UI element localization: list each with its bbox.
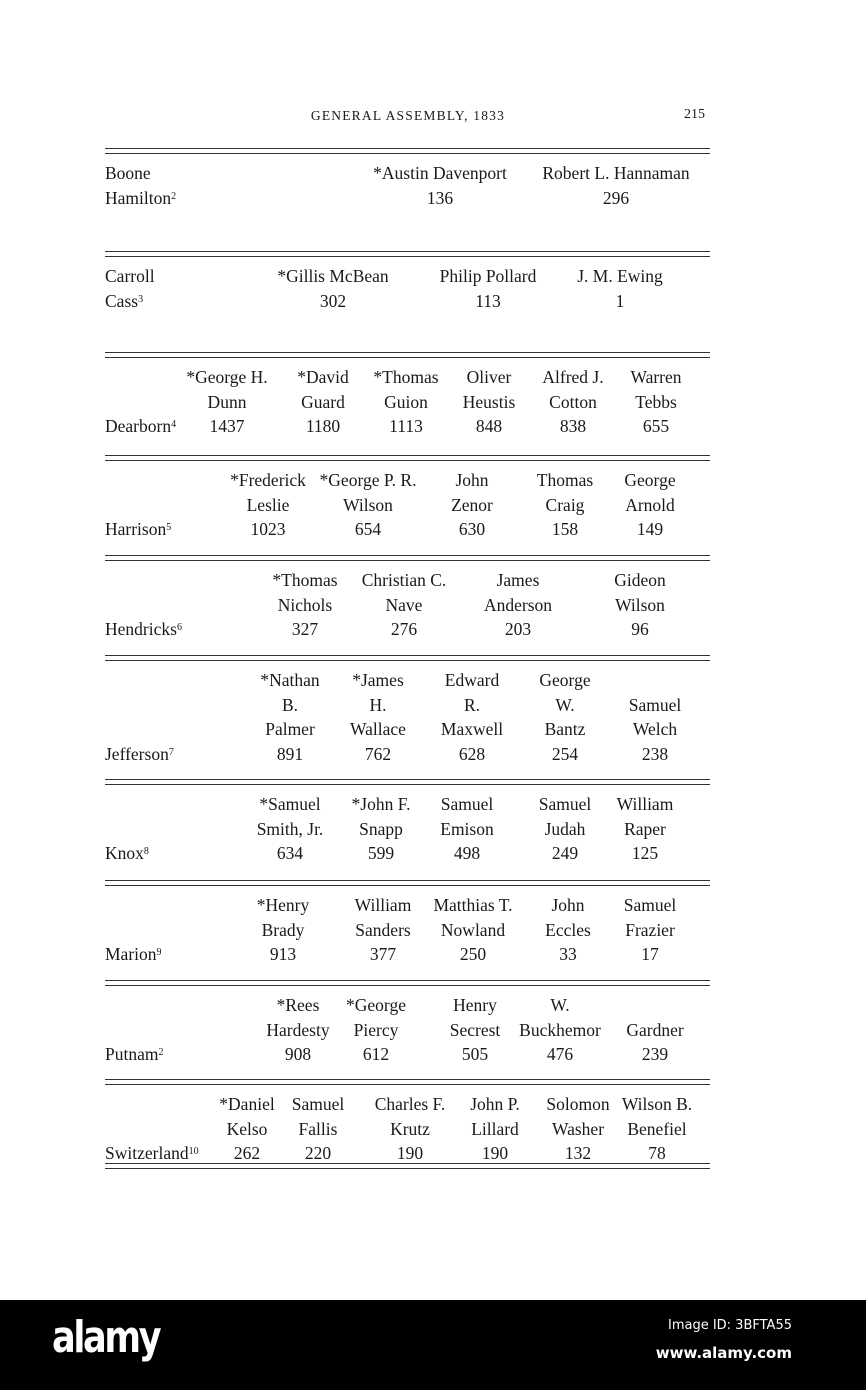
candidate-name: Krutz — [390, 1118, 430, 1139]
county-label: Marion$^9$ — [105, 944, 162, 965]
vote-count: 891 — [276, 743, 304, 764]
footnote-ref: 10 — [188, 1146, 199, 1158]
candidate-name: Matthias T. — [433, 895, 513, 915]
candidate-name: Wallace — [350, 719, 406, 740]
double-rule — [105, 880, 710, 886]
candidate-name: Nave — [385, 594, 423, 615]
candidate-name: Gideon — [614, 570, 666, 590]
double-rule — [105, 251, 710, 257]
candidate-name: William — [354, 895, 412, 915]
candidate-name: *Samuel — [259, 794, 321, 814]
candidate-name: B. — [281, 694, 299, 715]
candidate-name: Christian C. — [361, 570, 447, 590]
candidate-name: *Nathan — [260, 670, 320, 690]
vote-count: 476 — [546, 1044, 574, 1065]
vote-count: 908 — [284, 1044, 312, 1065]
candidate-name: Raper — [624, 818, 666, 839]
vote-count: 327 — [291, 619, 319, 640]
county-label: Cass$^3$ — [105, 290, 144, 311]
footnote-ref: 2 — [158, 1047, 164, 1059]
candidate-name: Cotton — [549, 391, 597, 412]
candidate-name: *Gillis McBean — [277, 266, 389, 286]
vote-count: 1437 — [209, 416, 245, 437]
candidate-name: Tebbs — [635, 391, 677, 412]
vote-count: 249 — [551, 843, 579, 864]
candidate-name: Alfred J. — [542, 367, 604, 387]
double-rule — [105, 555, 710, 561]
candidate-name: Robert L. Hannaman — [542, 163, 690, 183]
county-label: Putnam$^2$ — [105, 1044, 164, 1065]
candidate-name: W. — [550, 995, 570, 1015]
candidate-name: Edward — [444, 670, 500, 690]
candidate-name: Smith, Jr. — [256, 818, 324, 839]
double-rule — [105, 455, 710, 461]
vote-count: 125 — [631, 843, 659, 864]
vote-count: 262 — [233, 1143, 261, 1164]
candidate-name: Anderson — [483, 594, 553, 615]
county-label: Boone — [105, 163, 151, 183]
candidate-name: Emison — [440, 818, 494, 839]
vote-count: 505 — [461, 1044, 489, 1065]
footnote-ref: 9 — [156, 947, 162, 959]
vote-count: 17 — [641, 944, 659, 965]
running-header: GENERAL ASSEMBLY, 1833 — [310, 108, 506, 123]
candidate-name: Fallis — [298, 1118, 338, 1139]
candidate-name: Arnold — [625, 494, 675, 515]
vote-count: 136 — [426, 187, 454, 208]
candidate-name: *James — [352, 670, 404, 690]
candidate-name: Henry — [453, 995, 497, 1015]
candidate-name: Guion — [384, 391, 428, 412]
vote-count: 1 — [615, 290, 625, 311]
county-label: Harrison$^5$ — [105, 519, 172, 540]
candidate-name: R. — [463, 694, 481, 715]
candidate-name: H. — [369, 694, 387, 715]
image-id: Image ID: 3BFTA55 — [667, 1318, 792, 1333]
candidate-name: J. M. Ewing — [577, 266, 663, 286]
vote-count: 96 — [631, 619, 649, 640]
candidate-name: Frazier — [625, 919, 675, 940]
candidate-name: Piercy — [353, 1019, 399, 1040]
candidate-name: James — [496, 570, 540, 590]
candidate-name: Buckhemor — [519, 1019, 601, 1040]
county-label: Knox$^8$ — [105, 843, 149, 864]
candidate-name: Wilson B. — [621, 1094, 693, 1114]
candidate-name: Oliver — [466, 367, 512, 387]
vote-count: 634 — [276, 843, 304, 864]
candidate-name: John P. — [470, 1094, 520, 1114]
candidate-name: Wilson — [343, 494, 393, 515]
candidate-name: Washer — [551, 1118, 605, 1139]
candidate-name: Gardner — [626, 1019, 684, 1040]
double-rule — [105, 980, 710, 986]
double-rule — [105, 1079, 710, 1085]
candidate-name: George — [624, 470, 676, 490]
candidate-name: Leslie — [246, 494, 290, 515]
site-url: www.alamy.com — [655, 1344, 792, 1362]
candidate-name: George — [539, 670, 591, 690]
vote-count: 630 — [458, 519, 486, 540]
candidate-name: Sanders — [355, 919, 411, 940]
vote-count: 149 — [636, 519, 664, 540]
candidate-name: Eccles — [545, 919, 591, 940]
candidate-name: *Austin Davenport — [373, 163, 507, 183]
candidate-name: W. — [555, 694, 575, 715]
candidate-name: *Rees — [276, 995, 320, 1015]
candidate-name: Solomon — [546, 1094, 610, 1114]
vote-count: 33 — [559, 944, 577, 965]
footnote-ref: 2 — [171, 190, 177, 202]
double-rule — [105, 655, 710, 661]
candidate-name: Benefiel — [627, 1118, 687, 1139]
candidate-name: Samuel — [440, 794, 494, 814]
footnote-ref: 6 — [176, 622, 182, 634]
candidate-name: Bantz — [544, 719, 586, 740]
candidate-name: *Daniel — [219, 1094, 275, 1114]
candidate-name: Palmer — [265, 719, 315, 740]
candidate-name: Maxwell — [440, 719, 504, 740]
candidate-name: William — [616, 794, 674, 814]
vote-count: 190 — [481, 1143, 509, 1164]
county-label: Hamilton$^2$ — [105, 187, 177, 208]
county-label: Dearborn$^4$ — [105, 416, 177, 437]
candidate-name: Philip Pollard — [439, 266, 537, 286]
candidate-name: Samuel — [628, 694, 682, 715]
candidate-name: Judah — [544, 818, 586, 839]
vote-count: 1180 — [305, 416, 341, 437]
double-rule — [105, 148, 710, 154]
vote-count: 762 — [364, 743, 392, 764]
candidate-name: Wilson — [615, 594, 665, 615]
vote-count: 599 — [367, 843, 395, 864]
vote-count: 220 — [304, 1143, 332, 1164]
vote-count: 203 — [504, 619, 532, 640]
candidate-name: Samuel — [291, 1094, 345, 1114]
vote-count: 377 — [369, 944, 397, 965]
candidate-name: *Henry — [256, 895, 310, 915]
county-label: Hendricks$^6$ — [105, 619, 182, 640]
candidate-name: *George H. — [186, 367, 268, 387]
vote-count: 254 — [551, 743, 579, 764]
candidate-name: Samuel — [538, 794, 592, 814]
vote-count: 238 — [641, 743, 669, 764]
candidate-name: Guard — [301, 391, 345, 412]
vote-count: 1023 — [250, 519, 286, 540]
candidate-name: *George — [346, 995, 406, 1015]
candidate-name: Kelso — [226, 1118, 268, 1139]
vote-count: 302 — [319, 290, 347, 311]
vote-count: 848 — [475, 416, 503, 437]
vote-count: 239 — [641, 1044, 669, 1065]
vote-count: 654 — [354, 519, 382, 540]
vote-count: 190 — [396, 1143, 424, 1164]
vote-count: 113 — [475, 290, 501, 311]
footnote-ref: 4 — [171, 419, 177, 431]
footnote-ref: 8 — [143, 846, 149, 858]
candidate-name: Secrest — [449, 1019, 501, 1040]
candidate-name: Brady — [261, 919, 305, 940]
vote-count: 612 — [362, 1044, 390, 1065]
footnote-ref: 5 — [166, 522, 172, 534]
candidate-name: Samuel — [623, 895, 677, 915]
candidate-name: Zenor — [451, 494, 493, 515]
candidate-name: Craig — [545, 494, 585, 515]
vote-count: 296 — [602, 187, 630, 208]
candidate-name: *George P. R. — [319, 470, 417, 490]
vote-count: 628 — [458, 743, 486, 764]
vote-count: 838 — [559, 416, 587, 437]
footnote-ref: 7 — [168, 746, 174, 758]
county-label: Jefferson$^7$ — [105, 743, 174, 764]
vote-count: 158 — [551, 519, 579, 540]
double-rule — [105, 1163, 710, 1169]
candidate-name: Charles F. — [374, 1094, 446, 1114]
vote-count: 250 — [459, 944, 487, 965]
double-rule — [105, 779, 710, 785]
candidate-name: *Frederick — [230, 470, 306, 490]
vote-count: 1113 — [389, 416, 423, 437]
vote-count: 655 — [642, 416, 670, 437]
candidate-name: *John F. — [351, 794, 411, 814]
candidate-name: Hardesty — [266, 1019, 330, 1040]
candidate-name: Thomas — [536, 470, 594, 490]
candidate-name: Lillard — [471, 1118, 519, 1139]
county-label: Carroll — [105, 266, 155, 286]
candidate-name: Warren — [630, 367, 682, 387]
double-rule — [105, 352, 710, 358]
vote-count: 913 — [269, 944, 297, 965]
vote-count: 132 — [564, 1143, 592, 1164]
candidate-name: John — [551, 895, 585, 915]
candidate-name: Snapp — [359, 818, 403, 839]
footnote-ref: 3 — [138, 293, 144, 305]
candidate-name: *David — [297, 367, 349, 387]
vote-count: 78 — [648, 1143, 666, 1164]
candidate-name: Nowland — [440, 919, 506, 940]
vote-count: 498 — [453, 843, 481, 864]
candidate-name: Heustis — [462, 391, 516, 412]
candidate-name: Welch — [632, 719, 678, 740]
candidate-name: Dunn — [207, 391, 247, 412]
watermark-footer — [0, 1300, 866, 1390]
vote-count: 276 — [390, 619, 418, 640]
candidate-name: *Thomas — [272, 570, 338, 590]
alamy-logo: alamy — [52, 1312, 160, 1363]
county-label: Switzerland$^{10}$ — [105, 1143, 199, 1164]
candidate-name: John — [455, 470, 489, 490]
candidate-name: Nichols — [277, 594, 333, 615]
page-number: 215 — [684, 107, 705, 122]
candidate-name: *Thomas — [373, 367, 439, 387]
